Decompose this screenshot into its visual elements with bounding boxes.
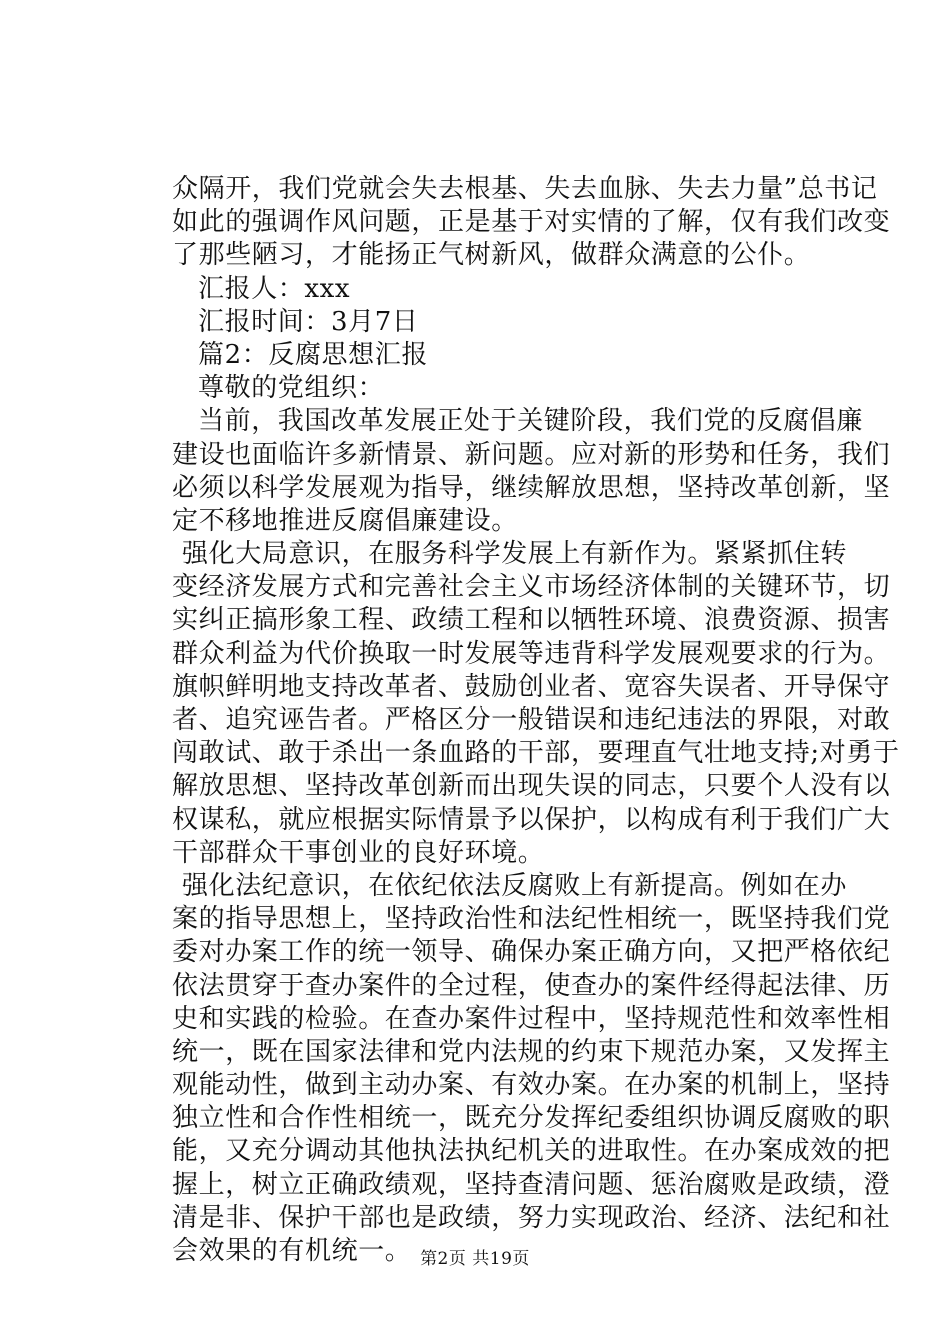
text-line: 建设也面临许多新情景、新问题。应对新的形势和任务，我们 [172, 439, 891, 470]
text-line: 干部群众干事创业的良好环境。 [172, 837, 545, 868]
text-line: 独立性和合作性相统一，既充分发挥纪委组织协调反腐败的职 [172, 1103, 891, 1134]
text-line: 观能动性，做到主动办案、有效办案。在办案的机制上，坚持 [172, 1070, 891, 1101]
report-date-line: 汇报时间：3月7日 [198, 306, 419, 337]
salutation: 尊敬的党组织： [198, 373, 385, 404]
text-line: 依法贯穿于查办案件的全过程，使查办的案件经得起法律、历 [172, 970, 891, 1001]
text-line: 必须以科学发展观为指导，继续解放思想，坚持改革创新，坚 [172, 472, 891, 503]
reporter-line: 汇报人：xxx [198, 273, 351, 304]
text-line: 众隔开，我们党就会失去根基、失去血脉、失去力量”总书记 [172, 174, 878, 204]
text-line: 能，又充分调动其他执法执纪机关的进取性。在办案成效的把 [172, 1136, 891, 1167]
text-line: 者、追究诬告者。严格区分一般错误和违纪违法的界限，对敢 [172, 705, 891, 735]
text-line: 强化大局意识，在服务科学发展上有新作为。紧紧抓住转 [182, 539, 848, 570]
text-line: 闯敢试、敢于杀出一条血路的干部，要理直气壮地支持;对勇于 [172, 738, 900, 769]
text-line: 群众利益为代价换取一时发展等违背科学发展观要求的行为。 [172, 638, 891, 669]
page-number-footer: 第2页 共19页 [420, 1249, 530, 1269]
text-line: 统一，既在国家法律和党内法规的约束下规范办案，又发挥主 [172, 1036, 891, 1067]
text-line: 定不移地推进反腐倡廉建设。 [172, 505, 518, 536]
text-line: 清是非、保护干部也是政绩，努力实现政治、经济、法纪和社 [172, 1202, 891, 1233]
text-line: 强化法纪意识，在依纪依法反腐败上有新提高。例如在办 [182, 870, 848, 901]
text-line: 会效果的有机统一。 [172, 1236, 412, 1266]
document-body [172, 173, 900, 1268]
text-line: 变经济发展方式和完善社会主义市场经济体制的关键环节，切 [172, 572, 891, 603]
text-line: 案的指导思想上，坚持政治性和法纪性相统一，既坚持我们党 [172, 904, 891, 935]
text-line: 实纠正搞形象工程、政绩工程和以牺牲环境、浪费资源、损害 [172, 605, 891, 636]
text-line: 当前，我国改革发展正处于关键阶段，我们党的反腐倡廉 [198, 406, 864, 437]
text-line: 史和实践的检验。在查办案件过程中，坚持规范性和效率性相 [172, 1003, 891, 1034]
text-line: 旗帜鲜明地支持改革者、鼓励创业者、宽容失误者、开导保守 [172, 671, 891, 702]
text-line: 了那些陋习，才能扬正气树新风，做群众满意的公仆。 [172, 240, 811, 271]
section-heading: 篇2：反腐思想汇报 [198, 339, 428, 370]
text-line: 权谋私，就应根据实际情景予以保护，以构成有利于我们广大 [172, 804, 891, 835]
text-line: 解放思想、坚持改革创新而出现失误的同志，只要个人没有以 [172, 771, 891, 802]
text-line: 如此的强调作风问题，正是基于对实情的了解，仅有我们改变 [172, 207, 891, 238]
text-line: 握上，树立正确政绩观，坚持查清问题、惩治腐败是政绩，澄 [172, 1169, 891, 1200]
text-line: 委对办案工作的统一领导、确保办案正确方向，又把严格依纪 [172, 937, 891, 968]
